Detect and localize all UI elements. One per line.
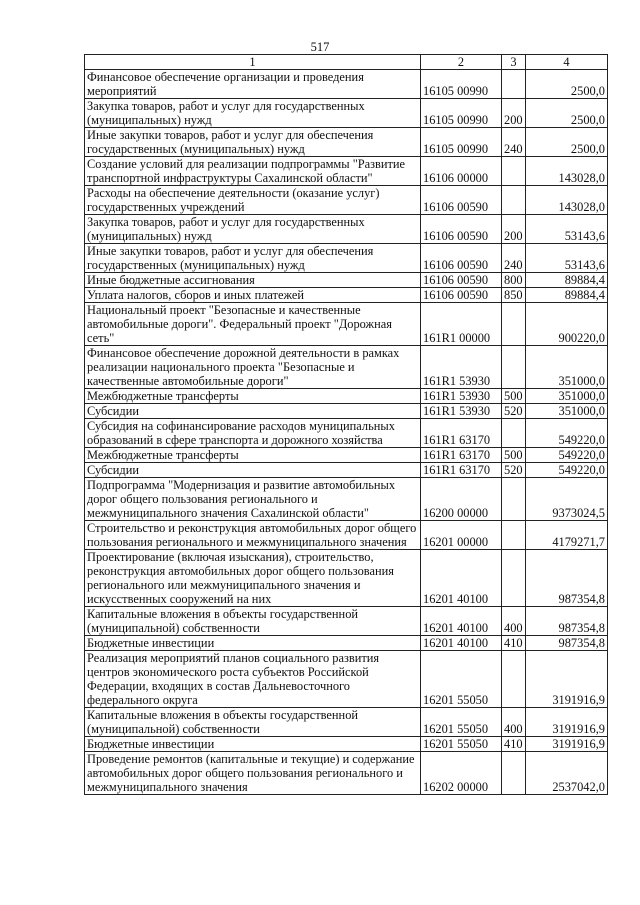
row-kind: 200 (502, 215, 526, 244)
budget-table (84, 54, 608, 795)
row-name: Иные закупки товаров, работ и услуг для обеспечения государственных (муниципальных) нужд (85, 244, 421, 273)
row-amount: 3191916,9 (526, 651, 608, 708)
row-kind: 240 (502, 244, 526, 273)
row-kind (502, 346, 526, 389)
row-code: 16106 00590 (421, 273, 502, 288)
row-amount: 549220,0 (526, 463, 608, 478)
table-row (85, 215, 608, 244)
row-kind: 520 (502, 404, 526, 419)
row-name: Межбюджетные трансферты (85, 448, 421, 463)
row-name: Расходы на обеспечение деятельности (оказание услуг) государственных учреждений (85, 186, 421, 215)
row-kind (502, 550, 526, 607)
row-code: 16201 55050 (421, 708, 502, 737)
row-code: 161R1 63170 (421, 448, 502, 463)
row-name: Бюджетные инвестиции (85, 737, 421, 752)
table-row (85, 463, 608, 478)
row-kind: 400 (502, 607, 526, 636)
table-row (85, 708, 608, 737)
row-kind: 520 (502, 463, 526, 478)
row-kind (502, 478, 526, 521)
row-amount: 2500,0 (526, 70, 608, 99)
table-row (85, 346, 608, 389)
row-code: 16106 00590 (421, 288, 502, 303)
row-name: Бюджетные инвестиции (85, 636, 421, 651)
row-code: 16200 00000 (421, 478, 502, 521)
row-kind (502, 521, 526, 550)
column-header-kind: 3 (502, 55, 526, 70)
table-row (85, 636, 608, 651)
row-amount: 2537042,0 (526, 752, 608, 795)
table-row (85, 752, 608, 795)
row-name: Капитальные вложения в объекты государственной (муниципальной) собственности (85, 607, 421, 636)
row-name: Субсидия на софинансирование расходов муниципальных образований в сфере транспорта и дорожного хозяйства (85, 419, 421, 448)
row-name: Создание условий для реализации подпрограммы "Развитие транспортной инфраструктуры Сахалинской области" (85, 157, 421, 186)
table-row (85, 303, 608, 346)
table-row (85, 128, 608, 157)
row-kind: 410 (502, 636, 526, 651)
table-row (85, 478, 608, 521)
row-code: 16201 55050 (421, 737, 502, 752)
row-code: 161R1 53930 (421, 346, 502, 389)
row-name: Уплата налогов, сборов и иных платежей (85, 288, 421, 303)
row-amount: 53143,6 (526, 215, 608, 244)
row-amount: 3191916,9 (526, 708, 608, 737)
row-amount: 89884,4 (526, 288, 608, 303)
table-row (85, 389, 608, 404)
row-amount: 9373024,5 (526, 478, 608, 521)
row-code: 16201 40100 (421, 607, 502, 636)
table-row (85, 157, 608, 186)
row-code: 16106 00590 (421, 215, 502, 244)
row-kind (502, 157, 526, 186)
table-row (85, 186, 608, 215)
row-kind (502, 651, 526, 708)
column-number-row (85, 55, 608, 70)
row-kind: 500 (502, 389, 526, 404)
row-code: 161R1 63170 (421, 463, 502, 478)
row-kind: 400 (502, 708, 526, 737)
row-amount: 2500,0 (526, 99, 608, 128)
table-row (85, 288, 608, 303)
row-name: Иные бюджетные ассигнования (85, 273, 421, 288)
row-kind: 800 (502, 273, 526, 288)
row-code: 16106 00590 (421, 186, 502, 215)
row-name: Проведение ремонтов (капитальные и текущие) и содержание автомобильных дорог общего пользования регионального и межмуниципального значения (85, 752, 421, 795)
row-amount: 53143,6 (526, 244, 608, 273)
row-amount: 351000,0 (526, 346, 608, 389)
row-amount: 2500,0 (526, 128, 608, 157)
row-name: Межбюджетные трансферты (85, 389, 421, 404)
row-kind: 410 (502, 737, 526, 752)
row-code: 16106 00590 (421, 244, 502, 273)
table-row (85, 419, 608, 448)
table-row (85, 521, 608, 550)
row-name: Закупка товаров, работ и услуг для государственных (муниципальных) нужд (85, 215, 421, 244)
row-code: 161R1 63170 (421, 419, 502, 448)
column-header-name: 1 (85, 55, 421, 70)
row-code: 161R1 53930 (421, 404, 502, 419)
row-name: Финансовое обеспечение организации и проведения мероприятий (85, 70, 421, 99)
row-name: Капитальные вложения в объекты государственной (муниципальной) собственности (85, 708, 421, 737)
row-name: Субсидии (85, 404, 421, 419)
row-kind (502, 419, 526, 448)
row-amount: 89884,4 (526, 273, 608, 288)
row-code: 16201 00000 (421, 521, 502, 550)
column-header-amount: 4 (526, 55, 608, 70)
table-row (85, 404, 608, 419)
row-kind: 240 (502, 128, 526, 157)
row-kind (502, 303, 526, 346)
row-name: Реализация мероприятий планов социального развития центров экономического роста субъектов Российской Федерации, входящих в состав Дальневосточного федерального округа (85, 651, 421, 708)
row-amount: 987354,8 (526, 550, 608, 607)
row-name: Финансовое обеспечение дорожной деятельности в рамках реализации национального проекта "Безопасные и качественные автомобильные дороги" (85, 346, 421, 389)
row-code: 16105 00990 (421, 128, 502, 157)
column-header-code: 2 (421, 55, 502, 70)
row-amount: 987354,8 (526, 636, 608, 651)
table-row (85, 550, 608, 607)
row-kind: 200 (502, 99, 526, 128)
row-name: Иные закупки товаров, работ и услуг для обеспечения государственных (муниципальных) нужд (85, 128, 421, 157)
row-kind (502, 186, 526, 215)
row-code: 16105 00990 (421, 99, 502, 128)
row-amount: 351000,0 (526, 389, 608, 404)
row-code: 16106 00000 (421, 157, 502, 186)
row-code: 16201 55050 (421, 651, 502, 708)
table-row (85, 607, 608, 636)
table-row (85, 99, 608, 128)
row-amount: 143028,0 (526, 157, 608, 186)
row-code: 16202 00000 (421, 752, 502, 795)
row-amount: 549220,0 (526, 448, 608, 463)
row-name: Строительство и реконструкция автомобильных дорог общего пользования регионального и межмуниципального значения (85, 521, 421, 550)
row-name: Проектирование (включая изыскания), строительство, реконструкция автомобильных дорог общего пользования регионального или межмуниципального значения и искусственных сооружений на них (85, 550, 421, 607)
row-amount: 549220,0 (526, 419, 608, 448)
row-amount: 143028,0 (526, 186, 608, 215)
row-amount: 351000,0 (526, 404, 608, 419)
row-name: Подпрограмма "Модернизация и развитие автомобильных дорог общего пользования регионального и межмуниципального значения Сахалинской области" (85, 478, 421, 521)
row-amount: 3191916,9 (526, 737, 608, 752)
row-name: Субсидии (85, 463, 421, 478)
table-row (85, 273, 608, 288)
table-row (85, 448, 608, 463)
row-name: Национальный проект "Безопасные и качественные автомобильные дороги". Федеральный проект "Дорожная сеть" (85, 303, 421, 346)
row-name: Закупка товаров, работ и услуг для государственных (муниципальных) нужд (85, 99, 421, 128)
row-amount: 987354,8 (526, 607, 608, 636)
row-code: 16105 00990 (421, 70, 502, 99)
row-code: 16201 40100 (421, 636, 502, 651)
row-amount: 4179271,7 (526, 521, 608, 550)
row-kind (502, 70, 526, 99)
row-code: 161R1 00000 (421, 303, 502, 346)
row-kind: 500 (502, 448, 526, 463)
table-row (85, 70, 608, 99)
row-kind: 850 (502, 288, 526, 303)
row-amount: 900220,0 (526, 303, 608, 346)
table-row (85, 651, 608, 708)
row-code: 161R1 53930 (421, 389, 502, 404)
row-code: 16201 40100 (421, 550, 502, 607)
table-row (85, 737, 608, 752)
table-row (85, 244, 608, 273)
row-kind (502, 752, 526, 795)
page-number: 517 (310, 40, 330, 54)
